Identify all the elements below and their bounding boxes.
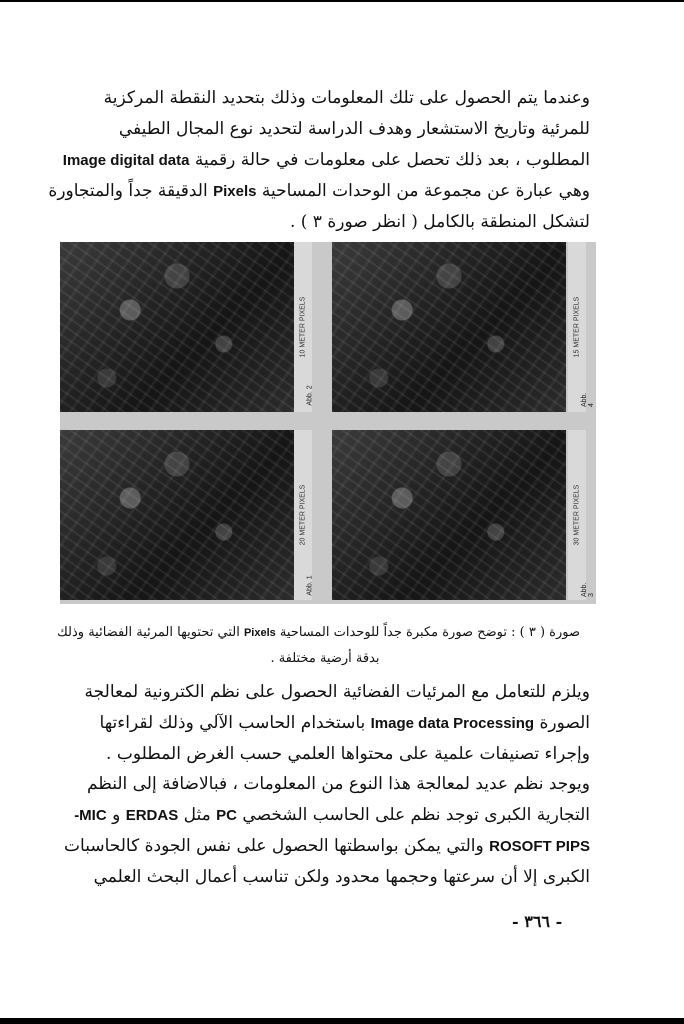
panel-label: Abb. 2 [306, 385, 314, 406]
text-line: ويلزم للتعامل مع المرئيات الفضائية الحصول على نظم الكترونية لمعالجة [84, 682, 590, 702]
text-line: الكبرى إلا أن سرعتها وحجمها محدود ولكن تناسب أعمال البحث العلمي [93, 867, 590, 887]
text-line: التجارية الكبرى توجد نظم على الحاسب الشخصي PC مثل ERDAS و -MIC [74, 805, 590, 825]
panel-label: Abb. 3 [581, 582, 595, 597]
paragraph-2 [72, 677, 590, 770]
panel-label: Abb. 1 [306, 575, 314, 596]
text-line: وعندما يتم الحصول على تلك المعلومات وذلك بتحديد النقطة المركزية [103, 88, 590, 108]
panel-strip: 20 METER PIXELS [294, 430, 312, 600]
text-line: لتشكل المنطقة بالكامل ( انظر صورة ٣ ) . [289, 212, 590, 232]
panel-strip: 10 METER PIXELS [294, 242, 312, 412]
text-line: الصورة Image data Processing باستخدام الحاسب الآلي وذلك لقراءتها [99, 713, 590, 733]
satellite-panel [60, 430, 294, 600]
caption-line: صورة ( ٣ ) : توضح صورة مكبرة جداً للوحدات المساحية Pixels التي تحتويها المرئية الفضائية وذلك [57, 625, 580, 640]
text-line: ROSOFT PIPS والتي يمكن بواسطتها الحصول على نفس الجودة كالحاسبات [64, 836, 590, 856]
satellite-panel [60, 242, 294, 412]
panel-strip: 30 METER PIXELS [568, 430, 586, 600]
panel-strip: 15 METER PIXELS [568, 242, 586, 412]
paragraph-1 [48, 83, 590, 238]
page-number: - ٣٦٦ - [512, 912, 563, 931]
satellite-panel [332, 430, 566, 600]
top-rule [0, 0, 684, 2]
bottom-rule [0, 1018, 684, 1024]
text-line: للمرئية وتاريخ الاستشعار وهدف الدراسة لتحديد نوع المجال الطيفي [118, 119, 590, 139]
text-line: وإجراء تصنيفات علمية على محتواها العلمي حسب الغرض المطلوب . [106, 744, 590, 764]
text-line: المطلوب ، بعد ذلك تحصل على معلومات في حالة رقمية Image digital data [62, 150, 590, 170]
paragraph-3 [64, 769, 590, 893]
text-line: وهي عبارة عن مجموعة من الوحدات المساحية Pixels الدقيقة جداً والمتجاورة [48, 181, 590, 201]
panel-label: Abb. 4 [581, 392, 595, 407]
figure-caption [57, 620, 580, 672]
satellite-panel [332, 242, 566, 412]
caption-line: بدقة أرضية مختلفة . [270, 651, 380, 666]
text-line: ويوجد نظم عديد لمعالجة هذا النوع من المعلومات ، فبالاضافة إلى النظم [86, 774, 590, 794]
satellite-image-figure [60, 242, 596, 604]
